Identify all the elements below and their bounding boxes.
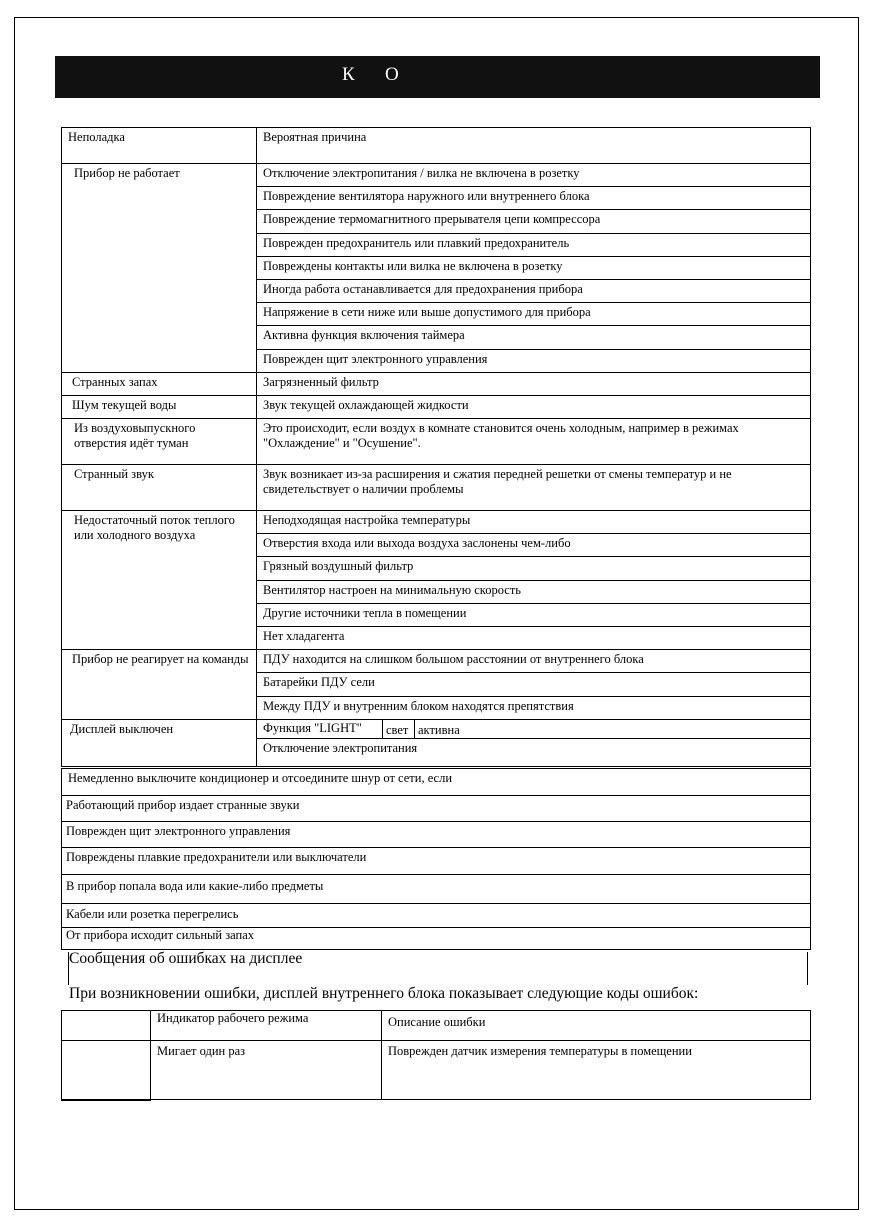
light-word: свет [383, 720, 415, 738]
cause-cell: Другие источники тепла в помещении [257, 603, 811, 626]
troubleshooting-table [61, 127, 811, 767]
cause-cell: Звук возникает из-за расширения и сжатия передней решетки от смены температур и не свидетельствует о наличии проблемы [257, 465, 811, 511]
emergency-item: Работающий прибор издает странные звуки [62, 796, 811, 822]
table-header-row [62, 128, 811, 164]
errors-subtitle: При возникновении ошибки, дисплей внутреннего блока показывает следующие коды ошибок: [69, 985, 699, 1002]
table-row [62, 875, 811, 904]
table-row [62, 164, 811, 187]
cause-cell: Отверстия входа или выхода воздуха заслонены чем-либо [257, 534, 811, 557]
emergency-item: Повреждены плавкие предохранители или выключатели [62, 848, 811, 875]
cause-cell: Отключение электропитания [257, 738, 811, 766]
cause-cell: Грязный воздушный фильтр [257, 557, 811, 580]
col-mode-header: Индикатор рабочего режима [151, 1011, 382, 1041]
light-function-cell [257, 719, 811, 738]
cause-cell: Между ПДУ и внутренним блоком находятся препятствия [257, 696, 811, 719]
emergency-item: От прибора исходит сильный запах [62, 928, 811, 950]
col-desc-header: Описание ошибки [382, 1011, 811, 1041]
problem-cell: Прибор не реагирует на команды [62, 650, 257, 720]
table-header-row [62, 1011, 811, 1041]
section-header-bar [55, 56, 820, 98]
problem-cell: Странный звук [62, 465, 257, 511]
cause-cell: Нет хладагента [257, 627, 811, 650]
emergency-intro: Немедленно выключите кондиционер и отсоедините шнур от сети, если [62, 769, 811, 796]
desc-cell: Поврежден датчик измерения температуры в помещении [382, 1041, 811, 1100]
cause-cell: Повреждение вентилятора наружного или внутреннего блока [257, 187, 811, 210]
header-letter-1: К [342, 64, 355, 85]
cause-cell: Повреждены контакты или вилка не включена в розетку [257, 256, 811, 279]
col-problem-header: Неполадка [62, 128, 257, 164]
problem-cell: Прибор не работает [62, 164, 257, 373]
table-row [62, 372, 811, 395]
cause-cell: Батарейки ПДУ сели [257, 673, 811, 696]
indicator-header-empty [62, 1011, 151, 1041]
indicator-cell [62, 1041, 151, 1100]
table-row [62, 1041, 811, 1100]
problem-cell: Шум текущей воды [62, 395, 257, 418]
table-row [62, 822, 811, 848]
cause-cell: Поврежден предохранитель или плавкий предохранитель [257, 233, 811, 256]
emergency-item: В прибор попала вода или какие-либо предметы [62, 875, 811, 904]
table-row [62, 928, 811, 950]
emergency-table [61, 768, 811, 950]
table-row [62, 465, 811, 511]
cause-cell: Загрязненный фильтр [257, 372, 811, 395]
cause-cell: Неподходящая настройка температуры [257, 511, 811, 534]
problem-cell: Дисплей выключен [62, 719, 257, 766]
table-row [62, 796, 811, 822]
cause-cell: Иногда работа останавливается для предохранения прибора [257, 279, 811, 302]
light-function-label: Функция "LIGHT" [257, 720, 383, 738]
cause-cell: ПДУ находится на слишком большом расстоянии от внутреннего блока [257, 650, 811, 673]
table-row [62, 419, 811, 465]
table-row [62, 650, 811, 673]
cause-cell: Активна функция включения таймера [257, 326, 811, 349]
cause-cell: Звук текущей охлаждающей жидкости [257, 395, 811, 418]
emergency-item: Поврежден щит электронного управления [62, 822, 811, 848]
table-row [62, 904, 811, 928]
error-codes-table [61, 1010, 811, 1101]
cause-cell: Напряжение в сети ниже или выше допустимого для прибора [257, 303, 811, 326]
errors-title: Сообщения об ошибках на дисплее [69, 950, 303, 967]
emergency-item: Кабели или розетка перегрелись [62, 904, 811, 928]
problem-cell: Недостаточный поток теплого или холодного воздуха [62, 511, 257, 650]
cause-cell: Поврежден щит электронного управления [257, 349, 811, 372]
mode-cell: Мигает один раз [151, 1041, 382, 1100]
col-cause-header: Вероятная причина [257, 128, 811, 164]
light-active: активна [418, 722, 460, 737]
table-row [62, 848, 811, 875]
cause-cell: Вентилятор настроен на минимальную скорость [257, 580, 811, 603]
table-row [62, 395, 811, 418]
cause-cell: Это происходит, если воздух в комнате становится очень холодным, например в режимах "Охлаждение" и "Осушение". [257, 419, 811, 465]
cause-cell: Повреждение термомагнитного прерывателя цепи компрессора [257, 210, 811, 233]
cause-cell: Отключение электропитания / вилка не включена в розетку [257, 164, 811, 187]
table-row [62, 769, 811, 796]
problem-cell: Из воздуховыпускного отверстия идёт туман [62, 419, 257, 465]
header-letter-2: О [385, 64, 399, 85]
table-row [62, 719, 811, 738]
table-row [62, 511, 811, 534]
problem-cell: Странных запах [62, 372, 257, 395]
